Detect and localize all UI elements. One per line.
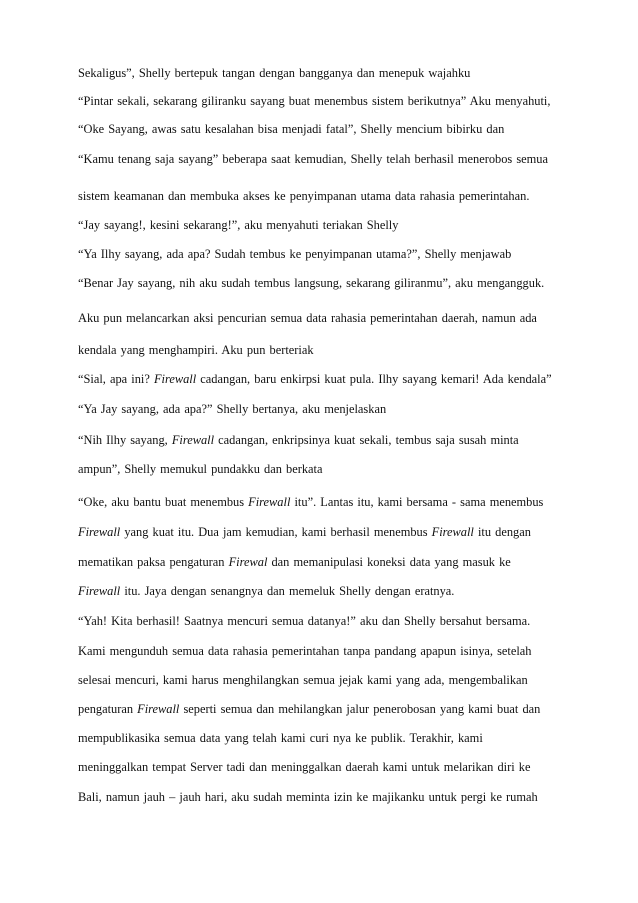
text-line [78,121,556,137]
text-segment: dan memanipulasi koneksi data yang masuk ke [267,555,511,569]
text-line [78,494,556,510]
text-line [78,275,556,291]
text-segment: itu dengan [473,525,531,539]
text-segment: “Kamu tenang saja sayang” beberapa saat kemudian, Shelly telah berhasil menerobos semua [78,152,548,166]
text-line [78,151,556,167]
text-line [78,613,556,629]
text-segment: kendala yang menghampiri. Aku pun berteriak [78,343,314,357]
text-segment: “Jay sayang!, kesini sekarang!”, aku menyahuti teriakan Shelly [78,218,399,232]
text-segment: “Pintar sekali, sekarang giliranku sayang buat menembus sistem berikutnya” Aku menyahuti, [78,94,551,108]
text-segment: itu”. Lantas itu, kami bersama - sama menembus [290,495,544,509]
text-segment: itu. Jaya dengan senangnya dan memeluk Shelly dengan eratnya. [120,584,455,598]
text-line [78,643,556,659]
text-segment: “Ya Jay sayang, ada apa?” Shelly bertanya, aku menjelaskan [78,402,387,416]
italic-term: Firewall [137,702,180,716]
text-line [78,701,556,717]
text-line [78,342,556,358]
text-segment: Kami mengunduh semua data rahasia pemerintahan tanpa pandang apapun isinya, setelah [78,644,532,658]
text-line [78,730,556,746]
text-line [78,310,556,326]
text-line [78,672,556,688]
text-line [78,759,556,775]
text-segment: sistem keamanan dan membuka akses ke penyimpanan utama data rahasia pemerintahan. [78,189,530,203]
text-segment: “Oke Sayang, awas satu kesalahan bisa menjadi fatal”, Shelly mencium bibirku dan [78,122,505,136]
text-segment: “Nih Ilhy sayang, [78,433,172,447]
text-segment: “Benar Jay sayang, nih aku sudah tembus langsung, sekarang giliranmu”, aku mengangguk. [78,276,545,290]
text-segment: yang kuat itu. Dua jam kemudian, kami berhasil menembus [120,525,432,539]
text-segment: selesai mencuri, kami harus menghilangkan semua jejak kami yang ada, mengembalikan [78,673,528,687]
italic-term: Firewall [248,495,291,509]
italic-term: Firewall [431,525,474,539]
text-segment: “Ya Ilhy sayang, ada apa? Sudah tembus ke penyimpanan utama?”, Shelly menjawab [78,247,512,261]
text-segment: cadangan, enkripsinya kuat sekali, tembus saja susah minta [214,433,519,447]
italic-term: Firewall [78,525,121,539]
text-line [78,432,556,448]
text-segment: “Oke, aku bantu buat menembus [78,495,249,509]
text-segment: meninggalkan tempat Server tadi dan meninggalkan daerah kami untuk melarikan diri ke [78,760,531,774]
text-segment: “Yah! Kita berhasil! Saatnya mencuri semua datanya!” aku dan Shelly bersahut bersama. [78,614,531,628]
text-segment: “Sial, apa ini? [78,372,154,386]
italic-term: Firewal [228,555,268,569]
text-segment: ampun”, Shelly memukul pundakku dan berkata [78,462,323,476]
text-line [78,217,556,233]
text-segment: mematikan paksa pengaturan [78,555,229,569]
text-line [78,65,556,81]
text-segment: Sekaligus”, Shelly bertepuk tangan dengan bangganya dan menepuk wajahku [78,66,471,80]
text-line [78,524,556,540]
text-line [78,461,556,477]
italic-term: Firewall [171,433,215,447]
text-segment: Bali, namun jauh – jauh hari, aku sudah meminta izin ke majikanku untuk pergi ke rumah [78,790,538,804]
italic-term: Firewall [153,372,197,386]
text-segment: mempublikasika semua data yang telah kami curi nya ke publik. Terakhir, kami [78,731,483,745]
text-line [78,554,556,570]
italic-term: Firewall [78,584,121,598]
text-segment: seperti semua dan mehilangkan jalur penerobosan yang kami buat dan [179,702,541,716]
text-line [78,789,556,805]
text-line [78,371,556,387]
text-line [78,188,556,204]
text-line [78,583,556,599]
text-segment: cadangan, baru enkirpsi kuat pula. Ilhy sayang kemari! Ada kendala” [196,372,552,386]
text-segment: Aku pun melancarkan aksi pencurian semua data rahasia pemerintahan daerah, namun ada [78,311,537,325]
text-line [78,401,556,417]
text-segment: pengaturan [78,702,138,716]
text-line [78,93,556,109]
text-line [78,246,556,262]
